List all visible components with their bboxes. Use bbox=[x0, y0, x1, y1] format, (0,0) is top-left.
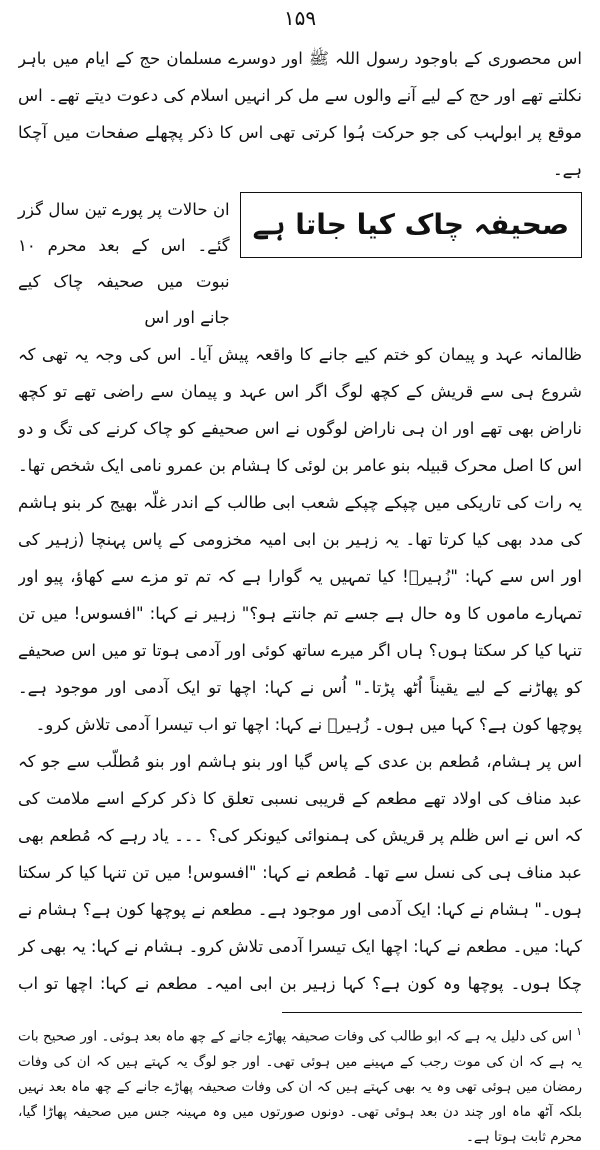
page-number: ۱۵۹ bbox=[283, 6, 317, 30]
paragraph-hisham: اس کا اصل محرک قبیلہ بنو عامر بن لوئی کا ہشام بن عمرو نامی ایک شخص تھا۔ یہ رات کی تاریکی میں چپکے چپکے شعب ابی طالب کے اندر غلّہ بھیج کر بنو ہاشم کی مدد بھی کیا کرتا تھا۔ یہ زہیر بن ابی امیہ مخزومی کے پاس پہنچا (زہیر کی bbox=[18, 456, 582, 549]
section-heading-row bbox=[18, 192, 582, 336]
paragraph-zuhair-dialogue: اور اس سے کہا: "زُہیرؓ! کیا تمہیں یہ گوارا ہے کہ تم تو مزے سے کھاؤ، پیو اور تمہارے ماموں کا وہ حال ہے جسے تم جانتے ہو؟" زہیر نے کہا: "افسوس! میں تن تنہا کیا کر سکتا ہوں؟ ہاں اگر میرے ساتھ کوئی اور آدمی ہوتا تو میں اس صحیفے کو پھاڑنے کے لیے یقیناً اُٹھ پڑتا۔" اُس نے کہا: اچھا تو ایک آدمی اور موجود ہے۔ پوچھا کون ہے؟ کہا میں ہوں۔ زُہیرؓ نے کہا: اچھا تو اب تیسرا آدمی تلاش کرو۔ bbox=[18, 567, 582, 734]
paragraph-tear-event: ظالمانہ عہد و پیمان کو ختم کیے جانے کا واقعہ پیش آیا۔ اس کی وجہ یہ تھی کہ شروع ہی سے قریش کے کچھ لوگ اگر اس عہد و پیمان سے راضی تھے تو کچھ ناراض بھی تھے اور ان ہی ناراض لوگوں نے اس صحیفے کو چاک کرنے کی تگ و دو bbox=[18, 345, 582, 438]
paragraph-intro: اس محصوری کے باوجود رسول اللہ ﷺ اور دوسرے مسلمان حج کے ایام میں باہر نکلتے تھے اور حج کے لیے آنے والوں سے مل کر انہیں اسلام کی دعوت دیتے تھے۔ اس موقع پر ابولہب کی جو حرکت ہُوا کرتی تھی اس کا ذکر پچھلے صفحات میں آچکا ہے۔ bbox=[18, 49, 582, 179]
footnote-divider bbox=[282, 1012, 582, 1013]
footnote-text: اس کی دلیل یہ ہے کہ ابو طالب کی وفات صحیفہ پھاڑے جانے کے چھ ماہ بعد ہوئی۔ اور صحیح بات یہ ہے کہ ان کی موت رجب کے مہینے میں ہوئی تھی۔ اور جو لوگ یہ کہتے ہیں کہ ان کی وفات رمضان میں ہوئی تھی وہ یہ بھی کہتے ہیں کہ ان کی وفات صحیفہ پھاڑے جانے کے چھ ماہ بعد نہیں بلکہ آٹھ ماہ اور چند دن بعد ہوئی تھی۔ دونوں صورتوں میں وہ مہینہ جس میں صحیفہ پھاڑا گیا، محرم ثابت ہوتا ہے۔ bbox=[18, 1028, 582, 1145]
heading-side-text: ان حالات پر پورے تین سال گزر گئے۔ اس کے بعد محرم ۱۰ نبوت میں صحیفہ چاک کیے جانے اور اس bbox=[18, 200, 230, 327]
footnote-marker: ۱ bbox=[576, 1025, 582, 1038]
section-heading: صحیفہ چاک کیا جاتا ہے bbox=[240, 192, 582, 258]
paragraph-mutim: اس پر ہشام، مُطعم بن عدی کے پاس گیا اور بنو ہاشم اور بنو مُطلّب سے جو کہ عبد مناف کی اولاد تھے مطعم کے قریبی نسبی تعلق کا ذکر کرکے اسے ملامت کی کہ اس نے اس ظلم پر قریش کی ہمنوائی کیونکر کی؟ ۔۔۔ یاد رہے کہ مُطعم بھی عبد مناف ہی کی نسل سے تھا۔ مُطعم نے کہا: "افسوس! میں تن تنہا کیا کر سکتا ہوں۔" ہشام نے کہا: ایک آدمی اور موجود ہے۔ مطعم نے پوچھا کون ہے؟ ہشام نے کہا: میں۔ مطعم نے کہا: اچھا ایک تیسرا آدمی تلاش کرو۔ ہشام نے کہا: یہ بھی کر چکا ہوں۔ پوچھا وہ کون ہے؟ کہا زہیر بن ابی امیہ۔ مطعم نے کہا: اچھا تو اب bbox=[18, 752, 582, 993]
footnote bbox=[18, 1019, 582, 1150]
